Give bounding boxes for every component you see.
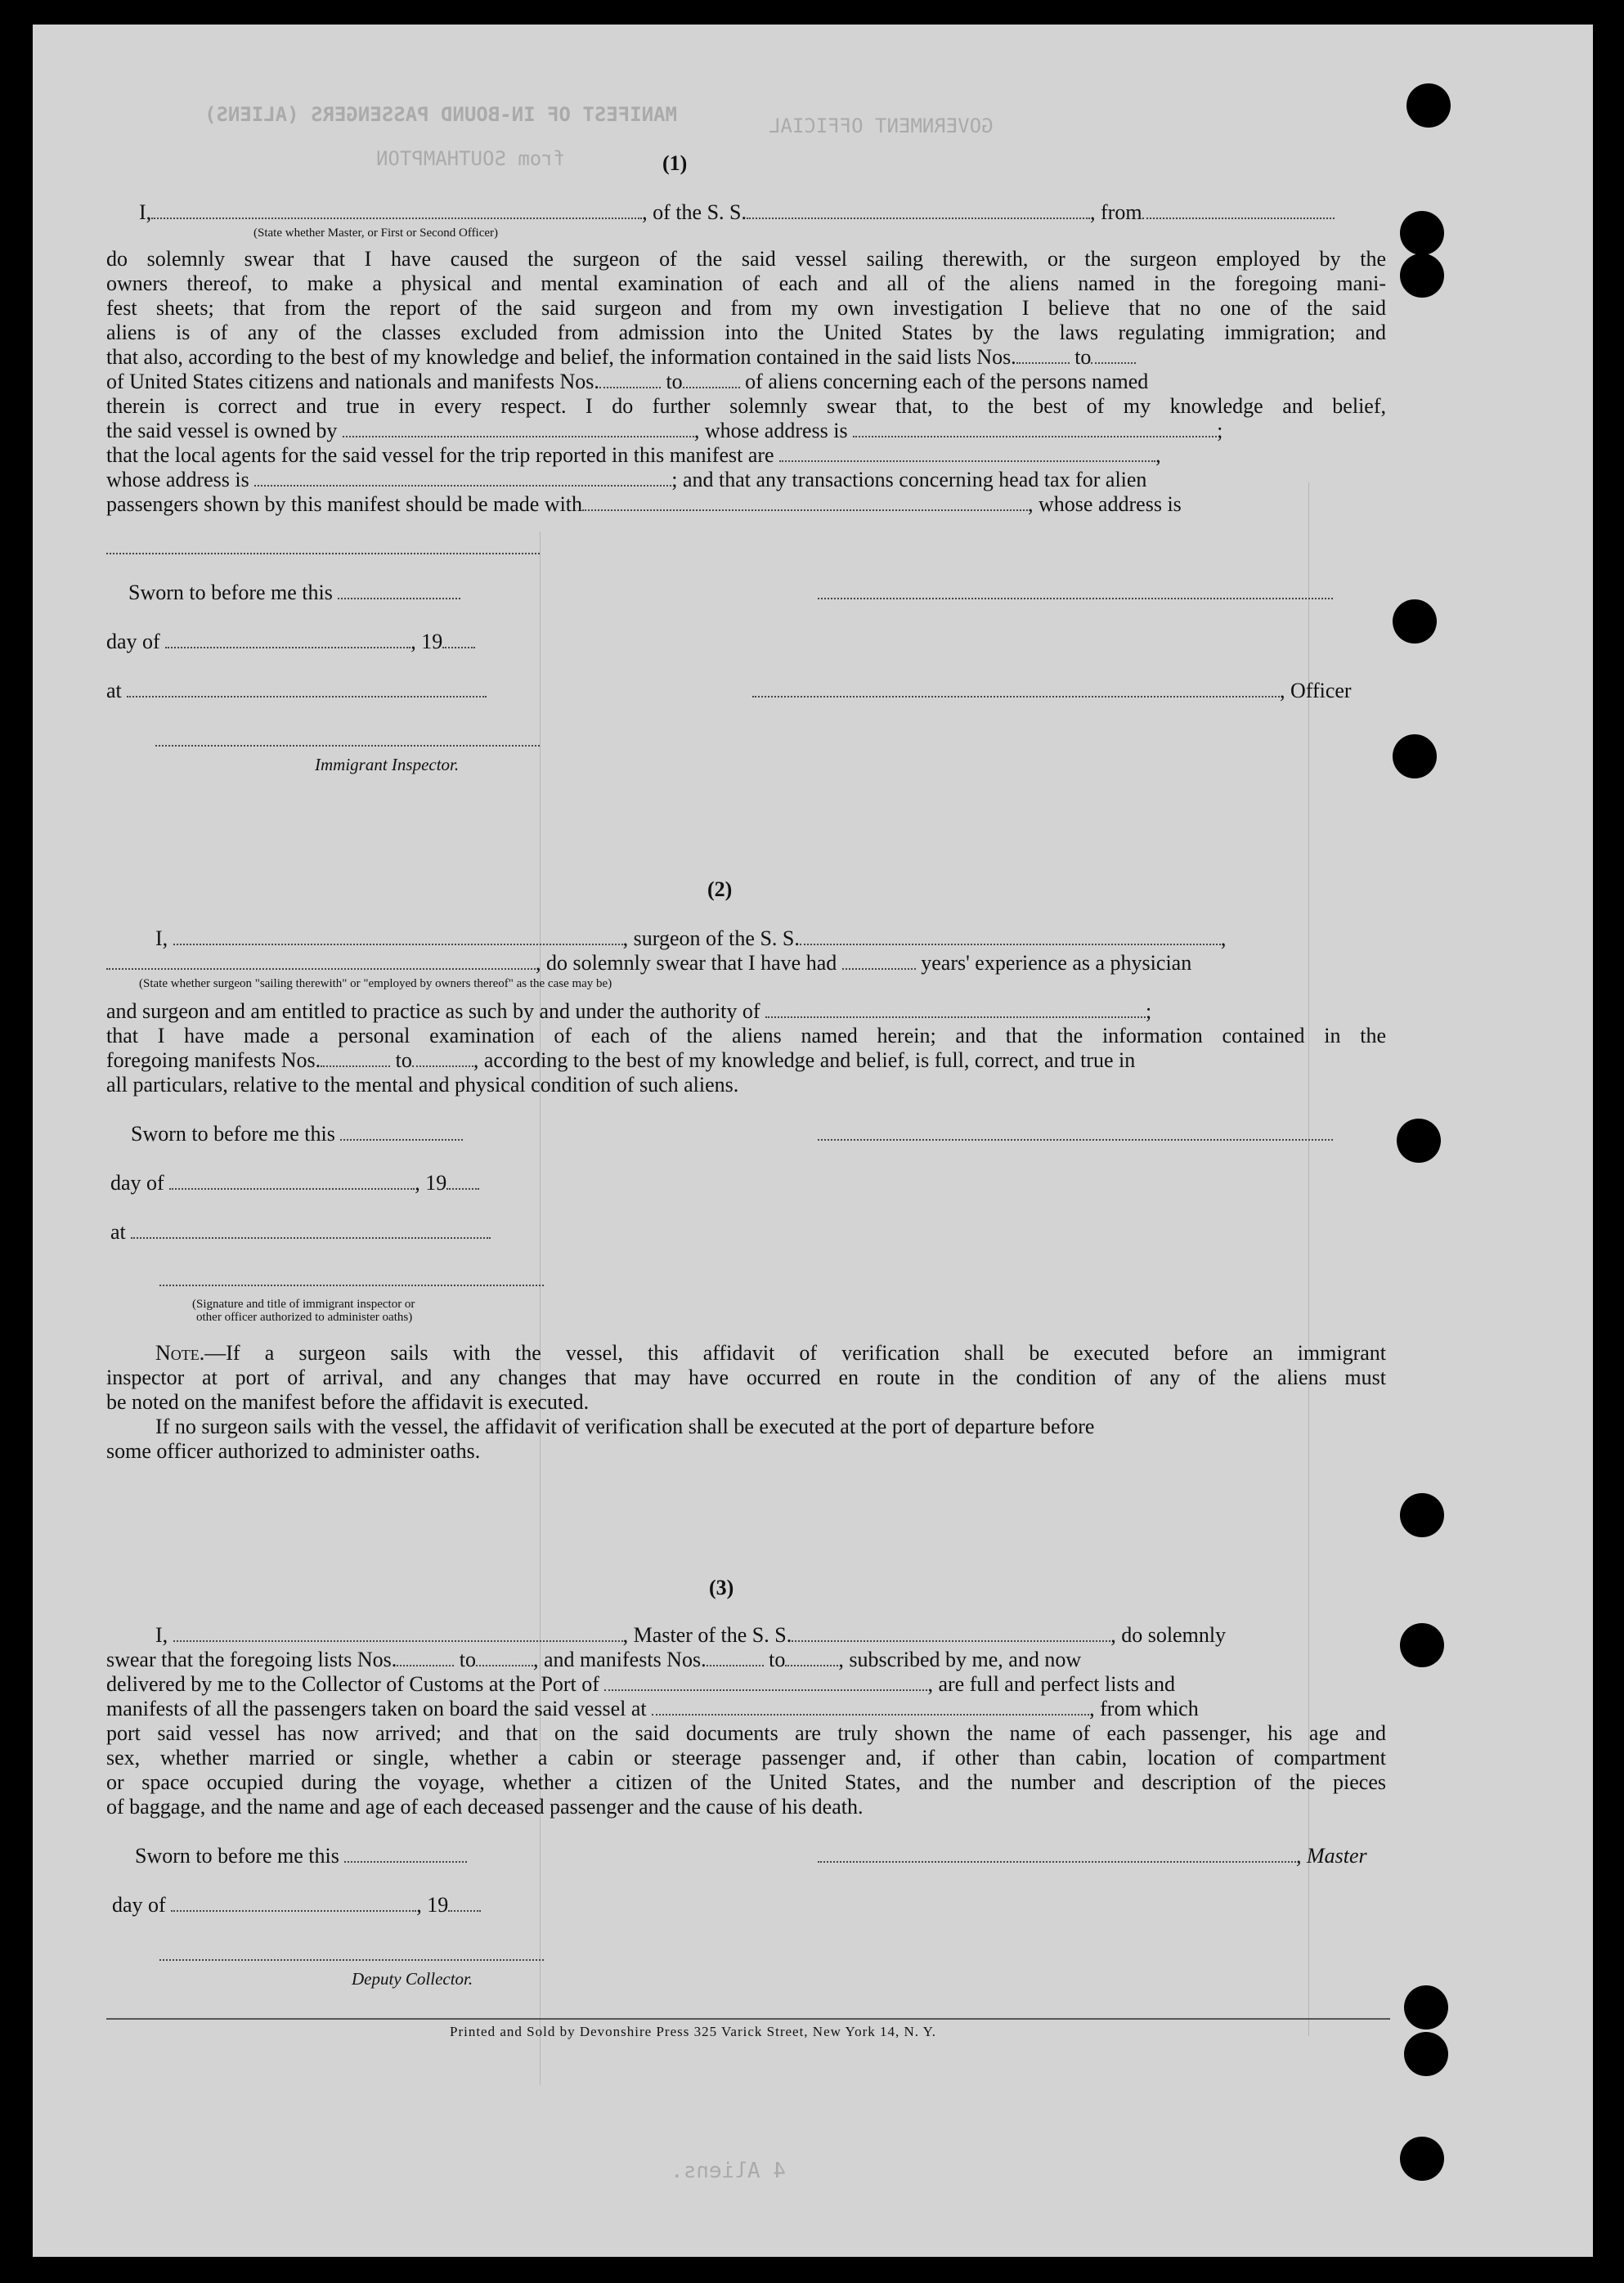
s3-collector-line bbox=[159, 1942, 544, 1967]
faint-header-center: GOVERNMENT OFFICIAL bbox=[769, 114, 994, 137]
s2-sworn: Sworn to before me this bbox=[131, 1122, 463, 1146]
faint-bottom-text: 4 Aliens. bbox=[671, 2159, 786, 2183]
s1-note: (State whether Master, or First or Second Officer) bbox=[253, 227, 499, 240]
s2-sig-note-2: other officer authorized to administer oaths) bbox=[196, 1311, 413, 1324]
s1-day: day of , 19 bbox=[106, 630, 475, 654]
footer-rule bbox=[106, 2018, 1390, 2020]
s1-line-9: the said vessel is owned by , whose address is ; bbox=[106, 419, 1223, 442]
s3-master-line: , Master bbox=[818, 1844, 1367, 1868]
form-page bbox=[33, 25, 1593, 2257]
s3-collector-label: Deputy Collector. bbox=[352, 1969, 473, 1989]
s1-line-3: owners thereof, to make a physical and mental examination of each and all of the aliens named in the foregoing mani- bbox=[106, 271, 1386, 295]
s2-note2-line-2: some officer authorized to administer oaths. bbox=[106, 1439, 481, 1463]
punch-hole bbox=[1400, 1493, 1444, 1537]
s3-line-7: or space occupied during the voyage, whether a citizen of the United States, and the number and description of the pieces bbox=[106, 1770, 1386, 1794]
s2-line-4: that I have made a personal examination of each of the aliens named herein; and that the information contained in the bbox=[106, 1024, 1386, 1047]
s3-line-4: manifests of all the passengers taken on board the said vessel at , from which bbox=[106, 1697, 1199, 1720]
s3-line-3: delivered by me to the Collector of Customs at the Port of , are full and perfect lists and bbox=[106, 1672, 1175, 1696]
s1-line-11: whose address is ; and that any transactions concerning head tax for alien bbox=[106, 468, 1147, 491]
s3-day: day of , 19 bbox=[112, 1893, 481, 1917]
punch-hole bbox=[1400, 211, 1444, 255]
s3-line-8: of baggage, and the name and age of each deceased passenger and the cause of his death. bbox=[106, 1795, 864, 1819]
s2-sig-note-1: (Signature and title of immigrant inspector or bbox=[192, 1298, 415, 1311]
s3-line-2: swear that the foregoing lists Nos. to , and manifests Nos. to , subscribed by me, and now bbox=[106, 1648, 1082, 1671]
punch-hole bbox=[1393, 734, 1437, 778]
s2-sig-line bbox=[159, 1267, 544, 1292]
s2-line-6: all particulars, relative to the mental and physical condition of such aliens. bbox=[106, 1073, 739, 1097]
s3-line-6: sex, whether married or single, whether a cabin or steerage passenger and, if other than cabin, location of compartment bbox=[106, 1746, 1386, 1769]
s1-line-7: of United States citizens and nationals and manifests Nos. to of aliens concerning each of the persons named bbox=[106, 370, 1149, 393]
s1-blank-line bbox=[106, 536, 540, 560]
bleed-column-line bbox=[540, 532, 541, 2085]
s3-sworn: Sworn to before me this bbox=[135, 1844, 467, 1868]
s1-at: at bbox=[106, 679, 487, 703]
faint-header-from: from SOUTHAMPTON bbox=[376, 147, 566, 170]
s1-line-4: fest sheets; that from the report of the said surgeon and from my own investigation I believe that no one of the said bbox=[106, 296, 1386, 320]
punch-hole bbox=[1400, 2137, 1444, 2181]
section-3-number: (3) bbox=[709, 1576, 734, 1599]
s1-sworn: Sworn to before me this bbox=[128, 581, 460, 605]
s1-line-2: do solemnly swear that I have caused the surgeon of the said vessel sailing therewith, or the surgeon employed by the bbox=[106, 247, 1386, 271]
punch-hole bbox=[1404, 1985, 1448, 2030]
s2-line-5: foregoing manifests Nos. to , according to the best of my knowledge and belief, is full, correct, and true in bbox=[106, 1048, 1136, 1072]
s2-note2-line-1: If no surgeon sails with the vessel, the affidavit of verification shall be executed at the port of departure before bbox=[155, 1415, 1095, 1438]
section-2-number: (2) bbox=[707, 877, 733, 901]
s2-note-line-2: inspector at port of arrival, and any changes that may have occurred en route in the condition of any of the aliens must bbox=[106, 1366, 1386, 1389]
s1-line-6: that also, according to the best of my knowledge and belief, the information contained in the said lists Nos. to bbox=[106, 345, 1136, 370]
s2-signature-line bbox=[818, 1122, 1333, 1146]
s3-line-1: I, , Master of the S. S. , do solemnly bbox=[155, 1623, 1227, 1647]
punch-hole bbox=[1397, 1119, 1441, 1163]
s1-line-12: passengers shown by this manifest should be made with , whose address is bbox=[106, 492, 1182, 516]
punch-hole bbox=[1393, 599, 1437, 644]
s1-line-8: therein is correct and true in every respect. I do further solemnly swear that, to the best of my knowledge and belief, bbox=[106, 394, 1386, 418]
s1-inspector-line bbox=[155, 728, 540, 752]
s1-line-1: I, , of the S. S. , from bbox=[139, 200, 1335, 225]
bleed-column-line-2 bbox=[1308, 482, 1309, 2036]
s2-note-line-1: Note.—If a surgeon sails with the vessel, this affidavit of verification shall be executed before an immigrant bbox=[155, 1341, 1386, 1365]
s2-note: (State whether surgeon "sailing therewith" or "employed by owners thereof" as the case may be) bbox=[139, 977, 612, 990]
s2-line-1: I, , surgeon of the S. S. , bbox=[155, 926, 1227, 950]
s2-note-line-3: be noted on the manifest before the affidavit is executed. bbox=[106, 1390, 590, 1414]
punch-hole bbox=[1404, 2032, 1448, 2076]
faint-header-left: MANIFEST OF IN-BOUND PASSENGERS (ALIENS) bbox=[204, 103, 677, 126]
s2-line-3: and surgeon and am entitled to practice as such by and under the authority of ; bbox=[106, 999, 1152, 1023]
s2-at: at bbox=[110, 1220, 491, 1245]
s1-signature-line bbox=[818, 581, 1333, 605]
s1-inspector-label: Immigrant Inspector. bbox=[315, 755, 460, 774]
punch-hole bbox=[1400, 253, 1444, 298]
footer-printer: Printed and Sold by Devonshire Press 325 Varick Street, New York 14, N. Y. bbox=[450, 2024, 936, 2039]
s1-line-5: aliens is of any of the classes excluded from admission into the United States by the laws regulating immigration; and bbox=[106, 321, 1386, 344]
s1-line-10: that the local agents for the said vessel for the trip reported in this manifest are , bbox=[106, 443, 1161, 467]
s3-line-5: port said vessel has now arrived; and that on the said documents are truly shown the name of each passenger, his age and bbox=[106, 1721, 1386, 1745]
punch-hole bbox=[1406, 83, 1451, 128]
s2-day: day of , 19 bbox=[110, 1171, 479, 1195]
s1-officer-line: , Officer bbox=[752, 679, 1352, 703]
section-1-number: (1) bbox=[662, 151, 688, 175]
punch-hole bbox=[1400, 1623, 1444, 1667]
s2-line-2: , do solemnly swear that I have had years' experience as a physician bbox=[106, 951, 1191, 976]
